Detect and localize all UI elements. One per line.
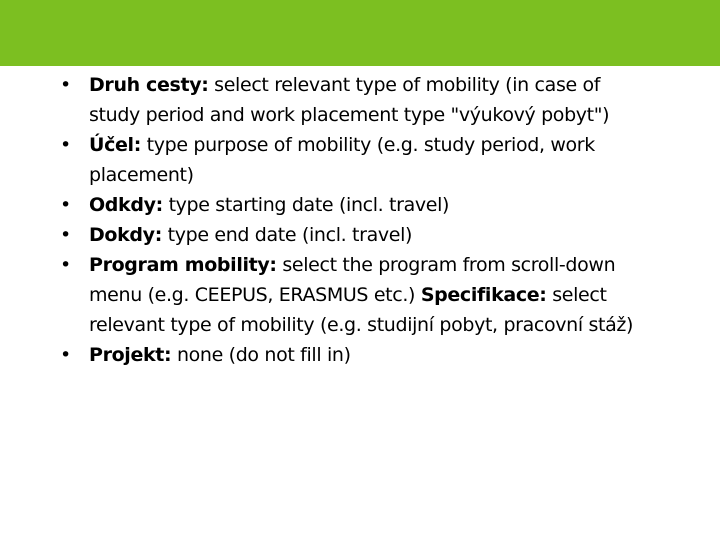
item-text: select the program from scroll-down [276,254,616,276]
item-text: placement) [89,164,194,186]
list-item-dokdy [60,220,700,250]
item-line [89,220,700,250]
item-term: Program mobility: [89,254,277,276]
item-term: Účel: [89,134,141,156]
item-line [89,100,700,130]
item-line [89,160,700,190]
bullet-icon: • [60,74,71,96]
item-line [89,190,700,220]
item-text: type starting date (incl. travel) [162,194,450,216]
bullet-icon: • [60,344,71,366]
slide-content [60,70,700,370]
list-item-program-mobility [60,250,700,340]
bullet-list [60,70,700,370]
item-line [89,310,700,340]
item-line [89,130,700,160]
item-line [89,70,700,100]
item-term: Druh cesty: [89,74,209,96]
item-line [89,250,700,280]
item-text: relevant type of mobility (e.g. studijní pobyt, pracovní stáž) [89,314,634,336]
header-band [0,0,720,66]
bullet-icon: • [60,254,71,276]
list-item-ucel [60,130,700,190]
item-term: Dokdy: [89,224,162,246]
item-text: select relevant type of mobility (in case of [208,74,601,96]
list-item-druh-cesty [60,70,700,130]
item-term-specifikace: Specifikace: [420,284,547,306]
item-text: type end date (incl. travel) [161,224,413,246]
item-text: menu (e.g. CEEPUS, ERASMUS etc.) [89,284,421,306]
bullet-icon: • [60,194,71,216]
list-item-odkdy [60,190,700,220]
item-line [89,340,700,370]
item-line [89,280,700,310]
item-term: Projekt: [89,344,172,366]
bullet-icon: • [60,134,71,156]
item-term: Odkdy: [89,194,163,216]
item-text: study period and work placement type "výukový pobyt") [89,104,610,126]
bullet-icon: • [60,224,71,246]
list-item-projekt [60,340,700,370]
item-text: select [546,284,607,306]
item-text: none (do not fill in) [171,344,351,366]
item-text: type purpose of mobility (e.g. study period, work [140,134,595,156]
